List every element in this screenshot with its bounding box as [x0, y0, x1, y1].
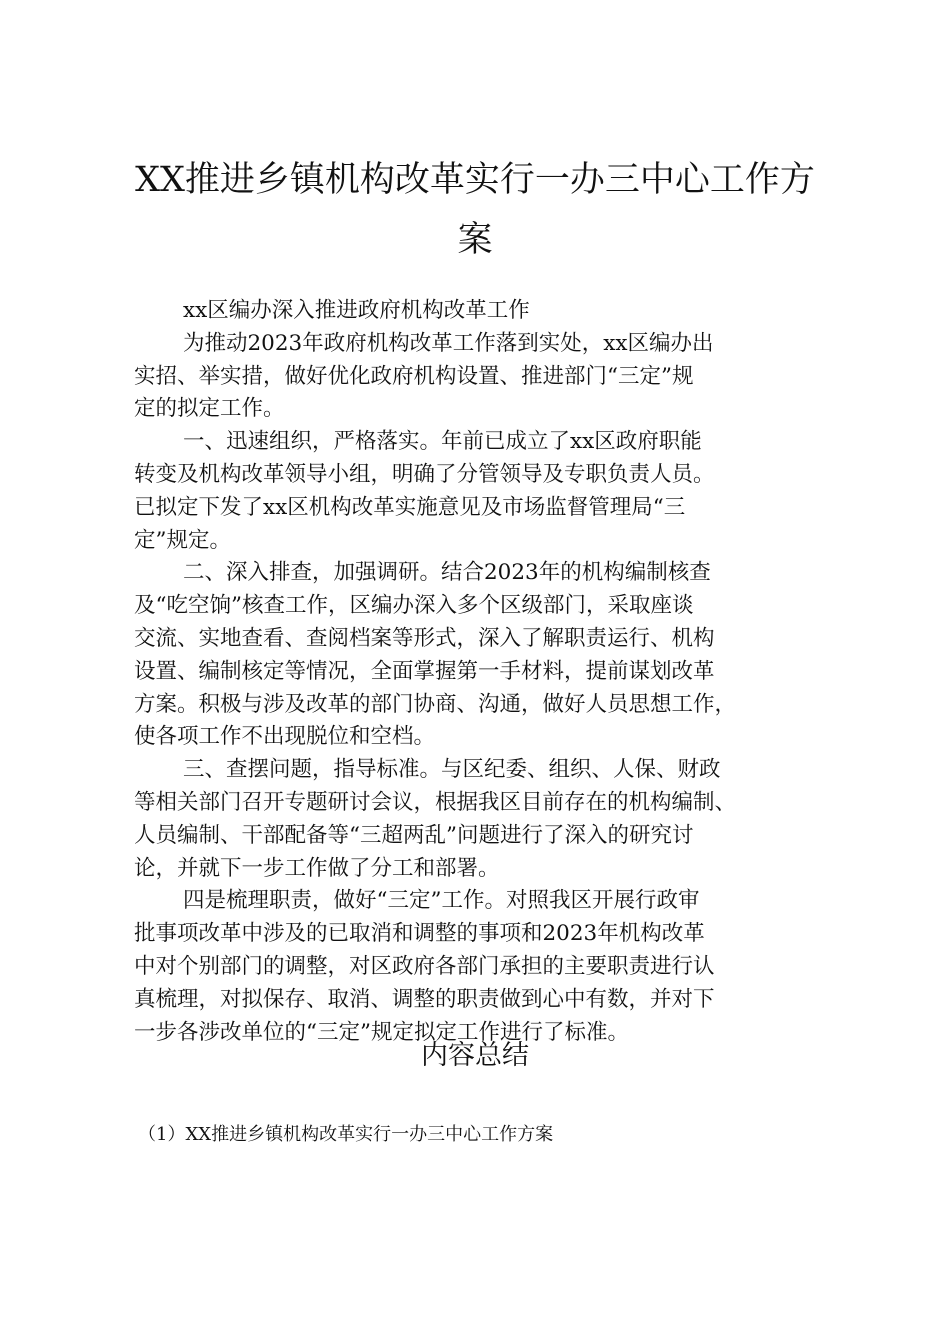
paragraph-line: 设置、编制核定等情况，全面掌握第一手材料，提前谋划改革 [134, 658, 715, 684]
paragraph-line: 定”规定。 [134, 527, 231, 553]
paragraph-line: 实招、举实措，做好优化政府机构设置、推进部门“三定”规 [134, 363, 694, 389]
paragraph-section-1 [134, 426, 834, 557]
paragraph-line: 转变及机构改革领导小组，明确了分管领导及专职负责人员。 [134, 461, 715, 487]
paragraph-line: 已拟定下发了xx区机构改革实施意见及市场监督管理局“三 [134, 494, 686, 520]
paragraph-line: 论，并就下一步工作做了分工和部署。 [134, 855, 500, 881]
paragraph-line: 批事项改革中涉及的已取消和调整的事项和2023年机构改革 [134, 921, 705, 947]
paragraph-line: 一步各涉改单位的“三定”规定拟定工作进行了标准。 [134, 1019, 629, 1045]
paragraph-line: 中对个别部门的调整，对区政府各部门承担的主要职责进行认 [134, 953, 715, 979]
paragraph-section-3 [134, 754, 834, 885]
paragraph-line: 及“吃空饷”核查工作，区编办深入多个区级部门，采取座谈 [134, 593, 694, 619]
paragraph-section-2 [134, 557, 834, 754]
document-title [118, 150, 832, 270]
paragraph-line: 使各项工作不出现脱位和空档。 [134, 724, 436, 750]
paragraph-line: 三、查摆问题，指导标准。与区纪委、组织、人保、财政 [183, 757, 721, 783]
paragraph-line: 真梳理，对拟保存、取消、调整的职责做到心中有数，并对下 [134, 986, 715, 1012]
paragraph-line: 定的拟定工作。 [134, 396, 285, 422]
paragraph-line: 人员编制、干部配备等“三超两乱”问题进行了深入的研究讨 [134, 822, 694, 848]
paragraph-line: 四是梳理职责，做好“三定”工作。对照我区开展行政审 [183, 888, 700, 914]
document-title-line: 案 [457, 220, 493, 260]
document-body [134, 295, 834, 1049]
paragraph-intro [134, 328, 834, 426]
summary-item: （1）XX推进乡镇机构改革实行一办三中心工作方案 [138, 1124, 554, 1145]
paragraph-line: 二、深入排查，加强调研。结合2023年的机构编制核查 [183, 560, 711, 586]
paragraph-line: 一、迅速组织，严格落实。年前已成立了xx区政府职能 [183, 429, 702, 455]
paragraph-line: 方案。积极与涉及改革的部门协商、沟通，做好人员思想工作， [134, 691, 737, 717]
paragraph-line: 等相关部门召开专题研讨会议，根据我区目前存在的机构编制、 [134, 789, 737, 815]
document-title-line: XX推进乡镇机构改革实行一办三中心工作方 [135, 160, 815, 200]
summary-heading: 内容总结 [421, 1040, 529, 1071]
paragraph-line: 为推动2023年政府机构改革工作落到实处，xx区编办出 [183, 330, 714, 356]
paragraph-line: xx区编办深入推进政府机构改革工作 [183, 298, 530, 323]
paragraph-line: 交流、实地查看、查阅档案等形式，深入了解职责运行、机构 [134, 625, 715, 651]
paragraph-subtitle [134, 295, 834, 328]
paragraph-section-4 [134, 885, 834, 1049]
